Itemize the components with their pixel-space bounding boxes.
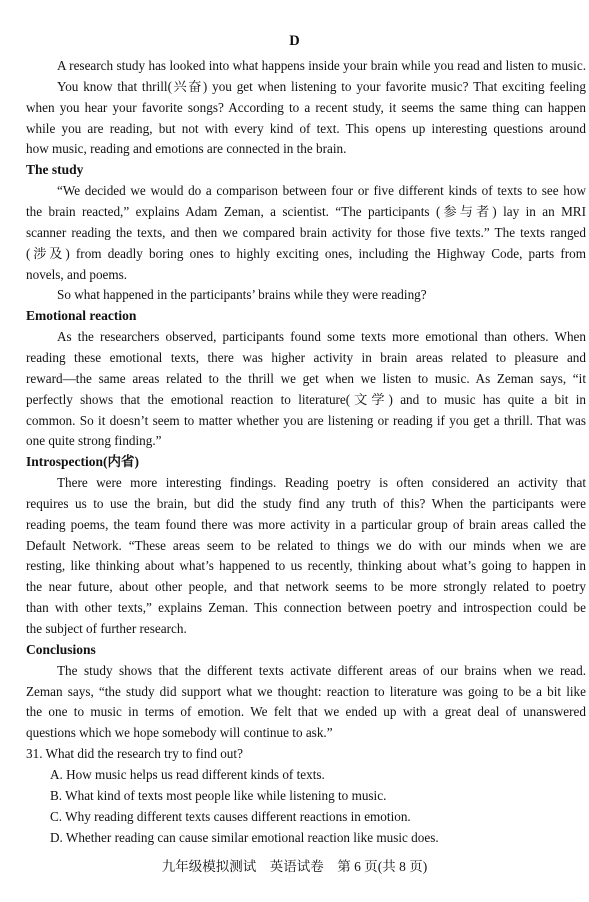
passage-line: There were more interesting findings. Reading poetry is often considered an activity that bbox=[57, 475, 586, 490]
answer-option: A. How music helps us read different kinds of texts. bbox=[50, 766, 325, 782]
passage-line: the subject of further research. bbox=[26, 621, 187, 636]
passage-line: than with other texts,” explains Zeman. This connection between poetry and introspection could be bbox=[26, 600, 586, 616]
answer-option: B. What kind of texts most people like while listening to music. bbox=[50, 787, 387, 803]
answer-option: C. Why reading different texts causes different reactions in emotion. bbox=[50, 808, 411, 824]
section-letter: D bbox=[289, 33, 300, 49]
passage-line: perfectly shows that the emotional reaction to literature(文学) and to music has quite a bit in bbox=[26, 391, 586, 407]
passage-line: “We decided we would do a comparison between four or five different kinds of texts to see how bbox=[57, 183, 586, 199]
passage-line: the near future, about other people, and that network seems to be more strongly related to poetry bbox=[26, 579, 586, 595]
passage-line: when you hear your favorite songs? According to a recent study, it seems the same thing can happen bbox=[26, 99, 586, 115]
question-stem: 31. What did the research try to find out? bbox=[26, 746, 243, 762]
passage-line: The study shows that the different texts activate different areas of our brains when we read. bbox=[57, 662, 586, 678]
passage-line: (涉及) from deadly boring ones to highly exciting ones, including the Highway Code, parts from bbox=[26, 245, 586, 261]
section-heading: Introspection(内省) bbox=[26, 454, 139, 470]
answer-option: D. Whether reading can cause similar emotional reaction like music does. bbox=[50, 829, 439, 845]
section-heading: The study bbox=[26, 162, 84, 178]
passage-line: requires us to use the brain, but did the study find any truth of this? When the participants were bbox=[26, 495, 586, 511]
passage-line: questions which we hope somebody will continue to ask.” bbox=[26, 725, 333, 741]
passage-line: how music, reading and emotions are connected in the brain. bbox=[26, 141, 347, 157]
page-footer: 九年级模拟测试 英语试卷 第 6 页(共 8 页) bbox=[161, 859, 428, 874]
passage-line: the brain reacted,” explains Adam Zeman, a scientist. “The participants (参与者) lay in an MRI bbox=[26, 204, 586, 219]
passage-line: reading poems, the team found there was more activity in a particular group of brain areas called the bbox=[26, 516, 586, 532]
passage-line: So what happened in the participants’ brains while they were reading? bbox=[57, 287, 427, 303]
passage-line: As the researchers observed, participants found some texts more emotional than others. When bbox=[57, 329, 586, 345]
passage-line: resting, like thinking about what’s happened to us recently, thinking about what’s going to happen in bbox=[26, 558, 586, 574]
passage-line: You know that thrill(兴奋) you get when listening to your favorite music? That exciting feeling bbox=[57, 78, 586, 94]
passage-line: scanner reading the texts, and then we compared brain activity for those five texts.” The texts ranged bbox=[26, 224, 586, 240]
passage-line: Default Network. “These areas seem to be related to things we do with our minds when we are bbox=[26, 537, 586, 553]
section-heading: Emotional reaction bbox=[26, 308, 137, 324]
passage-line: reward—the same areas related to the thrill we get when we listen to music. As Zeman says, “it bbox=[26, 370, 586, 386]
passage-line: one quite strong finding.” bbox=[26, 433, 162, 449]
passage-line: while you are reading, but not with every kind of text. This opens up interesting questions around bbox=[26, 120, 586, 136]
section-heading: Conclusions bbox=[26, 641, 96, 657]
passage-line: common. So it doesn’t seem to matter whether you are listening or reading if you get a thrill. That was bbox=[26, 412, 586, 428]
passage-line: the one to music in terms of emotion. We felt that we ended up with a great deal of unanswered bbox=[26, 704, 586, 720]
passage-line: novels, and poems. bbox=[26, 266, 128, 282]
passage-line: reading these emotional texts, there was higher activity in brain areas related to pleasure and bbox=[26, 349, 586, 365]
passage-line: A research study has looked into what happens inside your brain while you read and listen to music. bbox=[57, 58, 586, 73]
passage-line: Zeman says, “the study did support what we thought: reaction to literature was going to be a bit like bbox=[26, 683, 586, 699]
